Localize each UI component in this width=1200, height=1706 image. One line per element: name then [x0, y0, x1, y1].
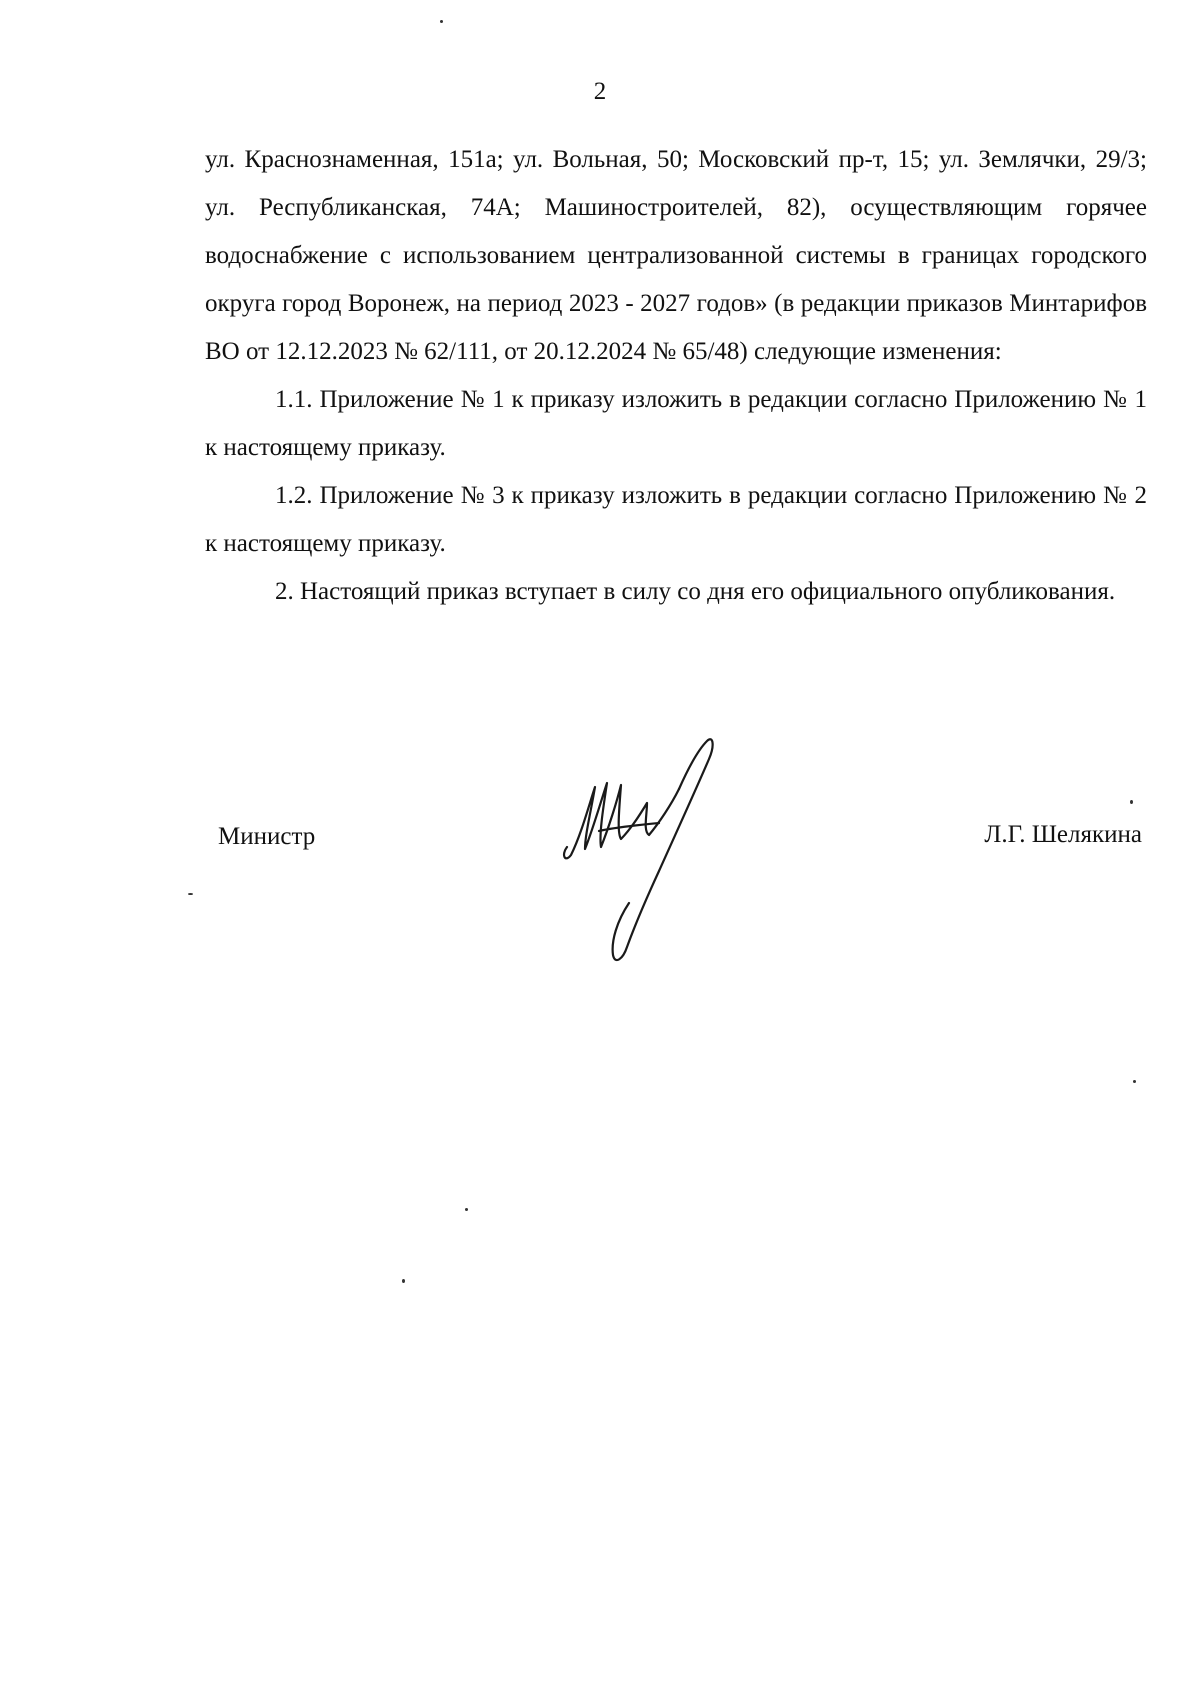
scan-speck: [1130, 800, 1133, 804]
handwritten-signature: [555, 735, 735, 970]
signatory-name: Л.Г. Шелякина: [984, 821, 1142, 848]
page-number: 2: [593, 78, 607, 105]
paragraph-item-1-1: 1.1. Приложение № 1 к приказу изложить в редакции согласно Приложению № 1 к настоящему приказу.: [205, 386, 1147, 461]
scan-speck: [1133, 1080, 1136, 1083]
scan-speck: [402, 1279, 405, 1283]
paragraph-item-2: 2. Настоящий приказ вступает в силу со дня его официального опубликования.: [275, 578, 1116, 605]
paragraph-item-1-2: 1.2. Приложение № 3 к приказу изложить в редакции согласно Приложению № 2 к настоящему приказу.: [205, 482, 1147, 557]
scan-speck: [188, 893, 193, 895]
document-body: [205, 136, 1147, 616]
signatory-title: Министр: [218, 823, 316, 850]
paragraph-continuation: ул. Краснознаменная, 151а; ул. Вольная, 50; Московский пр-т, 15; ул. Землячки, 29/3; ул. Республиканская, 74А; Машиностроителей, 82), осуществляющим горячее водоснабжение с использованием централизованной системы в границах городского округа город Воронеж, на период 2023 - 2027 годов» (в редакции приказов Минтарифов ВО от 12.12.2023 № 62/111, от 20.12.2024 № 65/48) следующие изменения:: [205, 146, 1147, 365]
scan-speck: [440, 20, 443, 23]
scan-speck: [465, 1208, 468, 1211]
